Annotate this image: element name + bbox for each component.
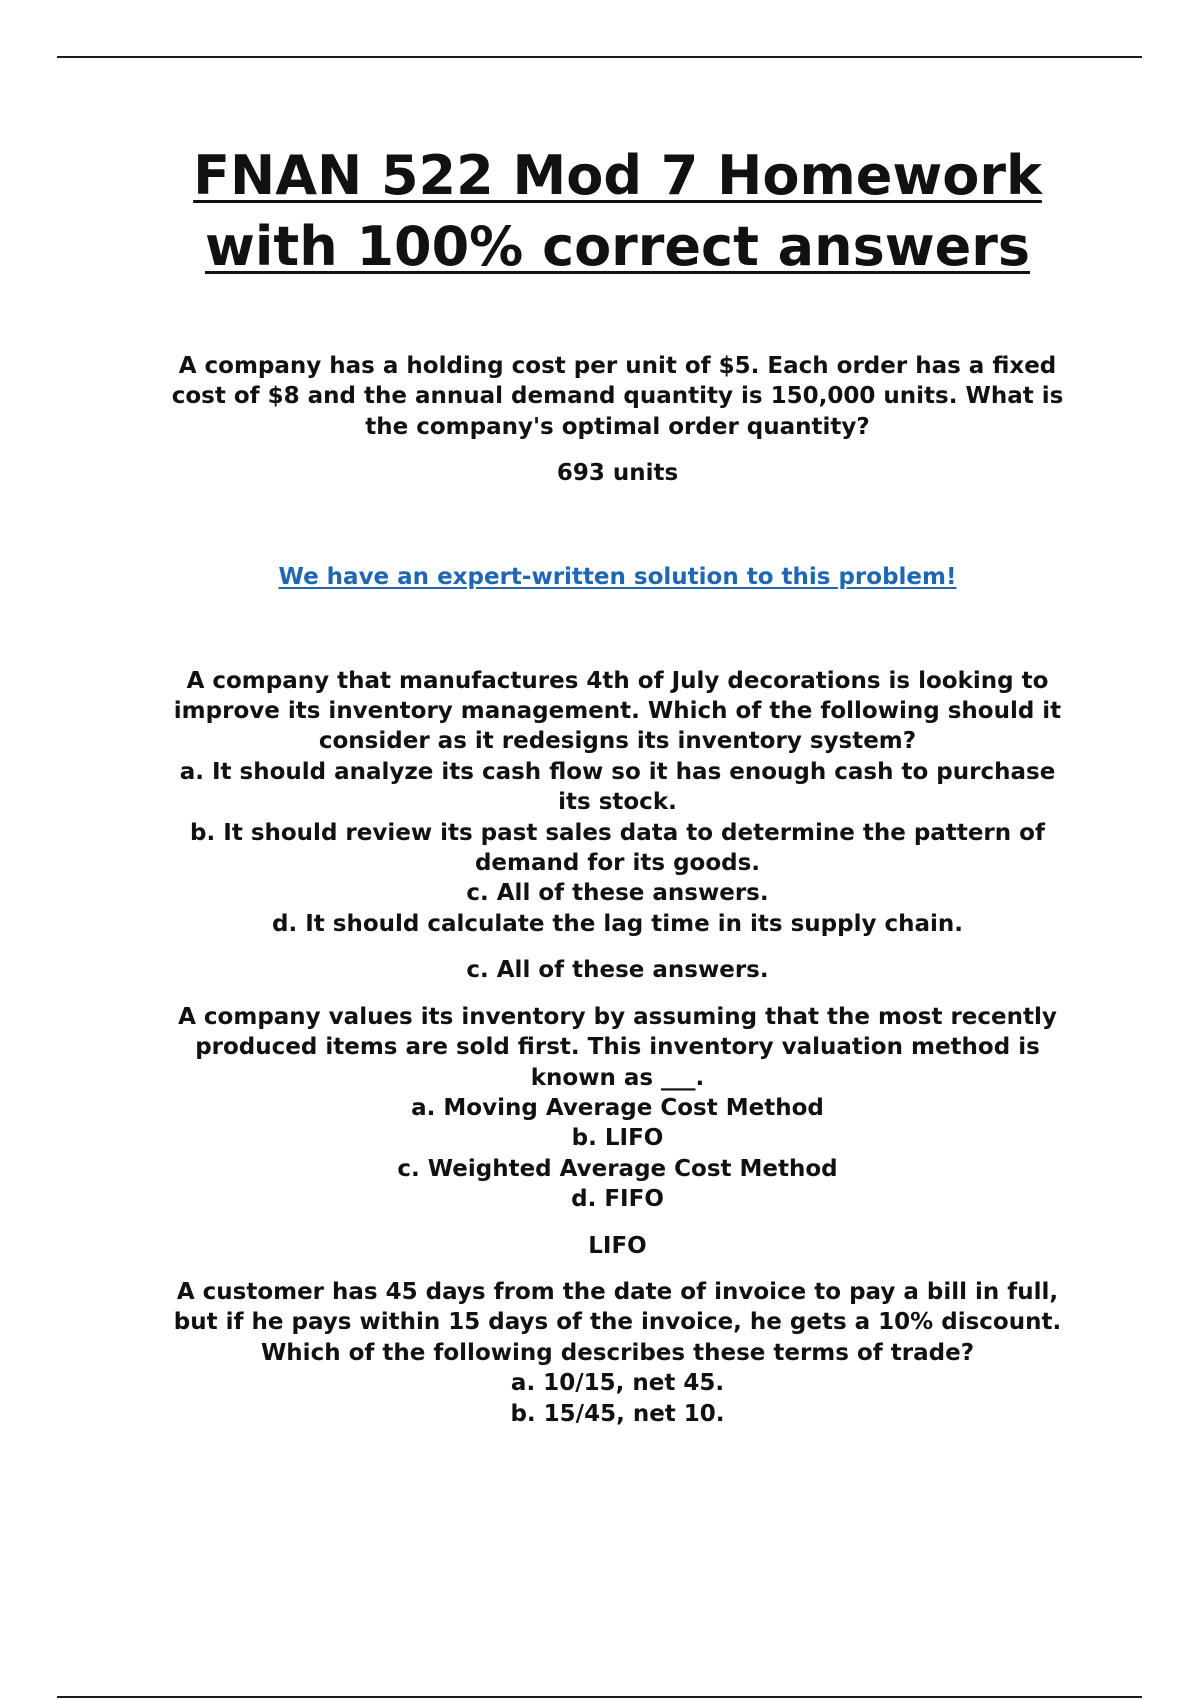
option-text: a. 10/15, net 45. bbox=[510, 1370, 725, 1397]
page-title bbox=[140, 140, 1095, 282]
option-text: a. It should analyze its cash flow so it has enough cash to purchase bbox=[179, 758, 1056, 785]
question-text: consider as it redesigns its inventory system? bbox=[318, 728, 917, 755]
question-3 bbox=[140, 1002, 1095, 1215]
question-text: A customer has 45 days from the date of invoice to pay a bill in full, bbox=[176, 1278, 1059, 1305]
option-text: a. Moving Average Cost Method bbox=[411, 1094, 824, 1121]
question-text: Which of the following describes these terms of trade? bbox=[260, 1339, 975, 1366]
title-line: with 100% correct answers bbox=[204, 215, 1030, 278]
answer-3: LIFO bbox=[588, 1232, 647, 1259]
question-text: known as ___. bbox=[530, 1064, 705, 1091]
title-line: FNAN 522 Mod 7 Homework bbox=[193, 144, 1042, 207]
top-divider bbox=[57, 56, 1142, 58]
expert-solution-link[interactable]: We have an expert-written solution to this problem! bbox=[278, 563, 957, 590]
option-text: d. It should calculate the lag time in its supply chain. bbox=[272, 910, 963, 937]
option-text: c. Weighted Average Cost Method bbox=[397, 1155, 838, 1182]
question-text: A company that manufactures 4th of July decorations is looking to bbox=[186, 667, 1049, 694]
option-text: its stock. bbox=[558, 789, 677, 816]
option-text: d. FIFO bbox=[571, 1186, 664, 1213]
question-text: cost of $8 and the annual demand quantity is 150,000 units. What is bbox=[171, 383, 1064, 410]
question-text: improve its inventory management. Which of the following should it bbox=[173, 698, 1062, 725]
question-text: A company values its inventory by assuming that the most recently bbox=[178, 1003, 1057, 1030]
question-2 bbox=[140, 666, 1095, 940]
answer-1: 693 units bbox=[556, 460, 679, 487]
option-text: c. All of these answers. bbox=[466, 880, 769, 907]
answer-2: c. All of these answers. bbox=[466, 957, 769, 984]
option-text: b. It should review its past sales data to determine the pattern of bbox=[190, 819, 1045, 846]
question-text: produced items are sold first. This inventory valuation method is bbox=[195, 1034, 1040, 1061]
option-text: b. LIFO bbox=[571, 1125, 664, 1152]
option-text: b. 15/45, net 10. bbox=[510, 1400, 725, 1427]
document-body bbox=[140, 140, 1095, 1429]
question-text: but if he pays within 15 days of the invoice, he gets a 10% discount. bbox=[173, 1309, 1062, 1336]
bottom-divider bbox=[57, 1696, 1142, 1698]
question-text: the company's optimal order quantity? bbox=[365, 413, 870, 440]
question-text: A company has a holding cost per unit of $5. Each order has a fixed bbox=[178, 353, 1057, 379]
question-4 bbox=[140, 1277, 1095, 1429]
question-1 bbox=[140, 351, 1095, 442]
option-text: demand for its goods. bbox=[474, 850, 761, 877]
